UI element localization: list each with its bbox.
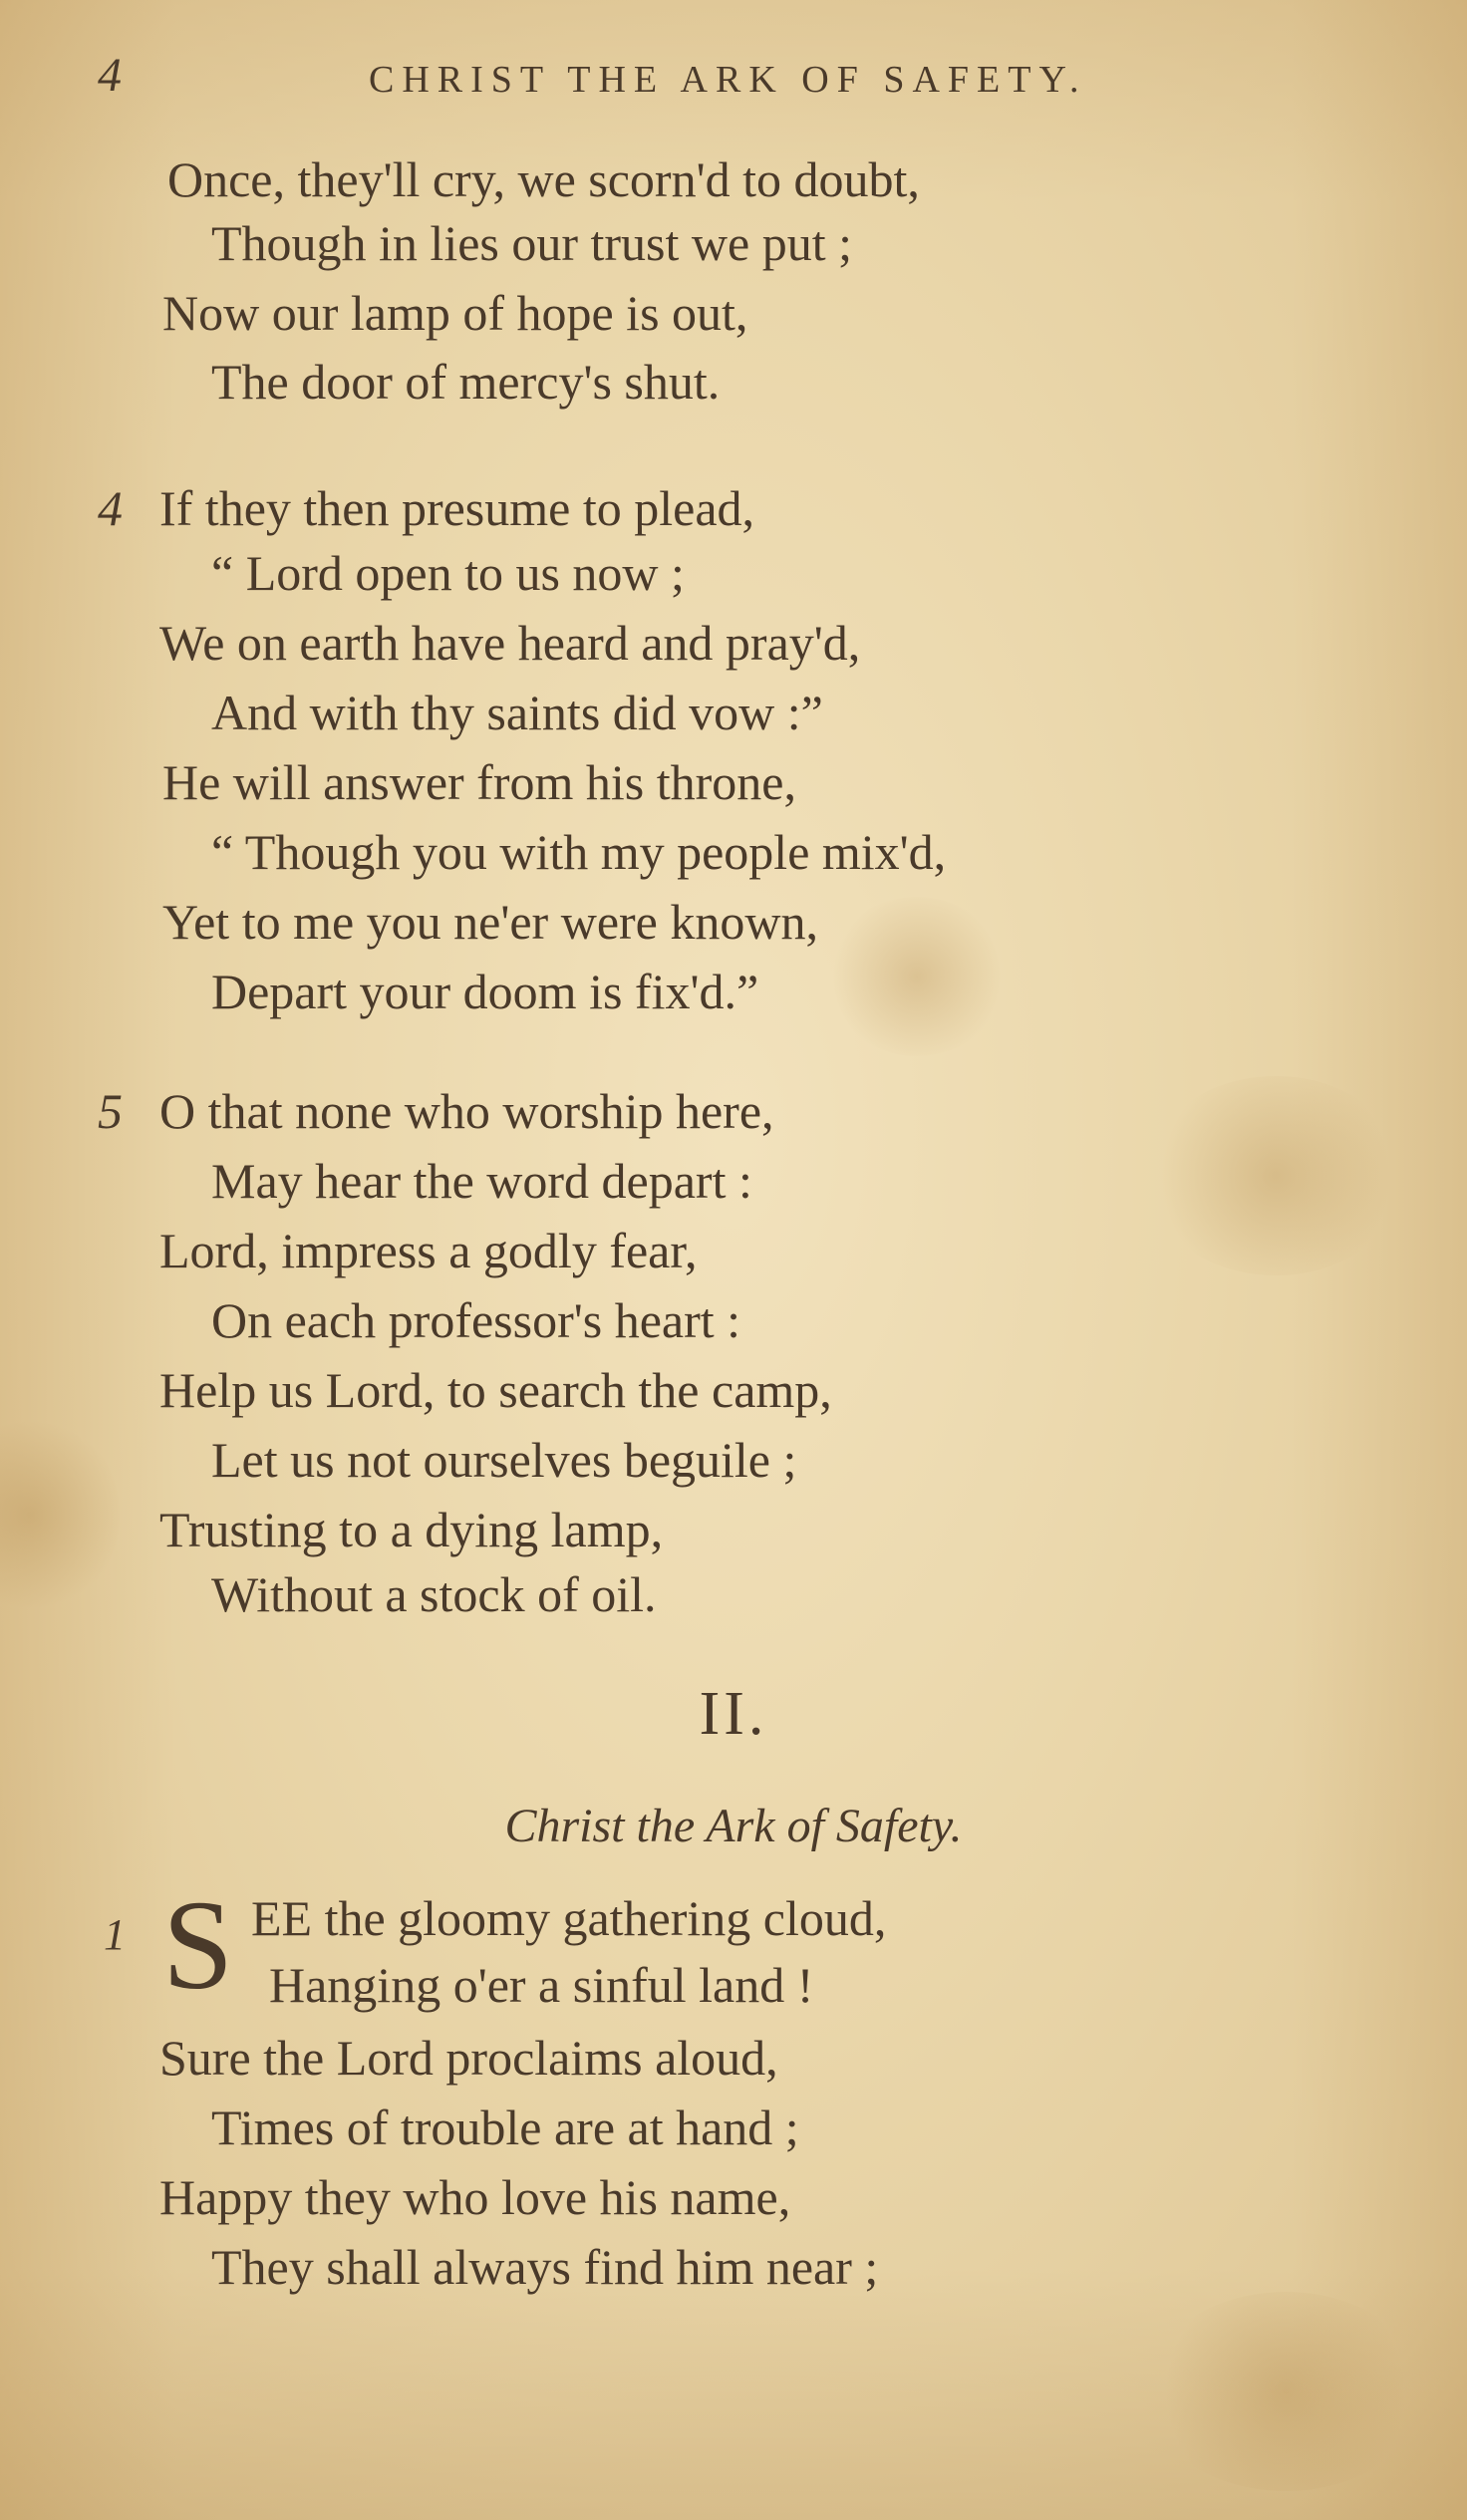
stanza-number: 4 [98, 480, 123, 536]
stanza-number: 5 [98, 1083, 123, 1139]
verse-line: Without a stock of oil. [211, 1566, 657, 1622]
verse-line: Help us Lord, to search the camp, [159, 1362, 832, 1418]
verse-line: Depart your doom is fix'd.” [211, 964, 759, 1019]
running-head: CHRIST THE ARK OF SAFETY. [369, 59, 1087, 101]
paper-stain [1146, 1076, 1405, 1275]
verse-line: Hanging o'er a sinful land ! [269, 1957, 814, 2013]
verse-line: Let us not ourselves beguile ; [211, 1432, 797, 1488]
verse-line: Now our lamp of hope is out, [162, 285, 748, 341]
verse-line: EE the gloomy gathering cloud, [251, 1890, 887, 1946]
verse-line: “ Though you with my people mix'd, [211, 824, 947, 880]
verse-line: Yet to me you ne'er were known, [162, 894, 818, 950]
paper-stain [827, 897, 1007, 1056]
verse-line: They shall always find him near ; [211, 2239, 879, 2295]
verse-line: Happy they who love his name, [159, 2169, 791, 2225]
page-header [0, 48, 1467, 108]
verse-line: Trusting to a dying lamp, [159, 1502, 664, 1557]
verse-line: If they then presume to plead, [159, 480, 755, 536]
verse-line: We on earth have heard and pray'd, [159, 615, 861, 671]
hymn-numeral: II. [699, 1680, 768, 1748]
hymn-title: Christ the Ark of Safety. [504, 1800, 963, 1852]
verse-line: May hear the word depart : [211, 1153, 752, 1209]
stanza-number: 1 [104, 1910, 126, 1959]
verse-line: Once, they'll cry, we scorn'd to doubt, [167, 151, 920, 207]
verse-line: Though in lies our trust we put ; [211, 215, 852, 271]
verse-line: O that none who worship here, [159, 1083, 774, 1139]
verse-line: And with thy saints did vow :” [211, 685, 823, 740]
verse-line: On each professor's heart : [211, 1292, 741, 1348]
verse-line: Sure the Lord proclaims aloud, [159, 2030, 778, 2086]
verse-line: Times of trouble are at hand ; [211, 2100, 799, 2155]
drop-cap: S [162, 1874, 234, 2016]
verse-line: He will answer from his throne, [162, 754, 796, 810]
paper-stain [0, 1415, 120, 1614]
verse-line: Lord, impress a godly fear, [159, 1223, 698, 1278]
verse-line: The door of mercy's shut. [211, 354, 721, 410]
paper-stain [1146, 2292, 1425, 2491]
verse-line: “ Lord open to us now ; [211, 545, 685, 601]
page-number: 4 [98, 49, 122, 102]
